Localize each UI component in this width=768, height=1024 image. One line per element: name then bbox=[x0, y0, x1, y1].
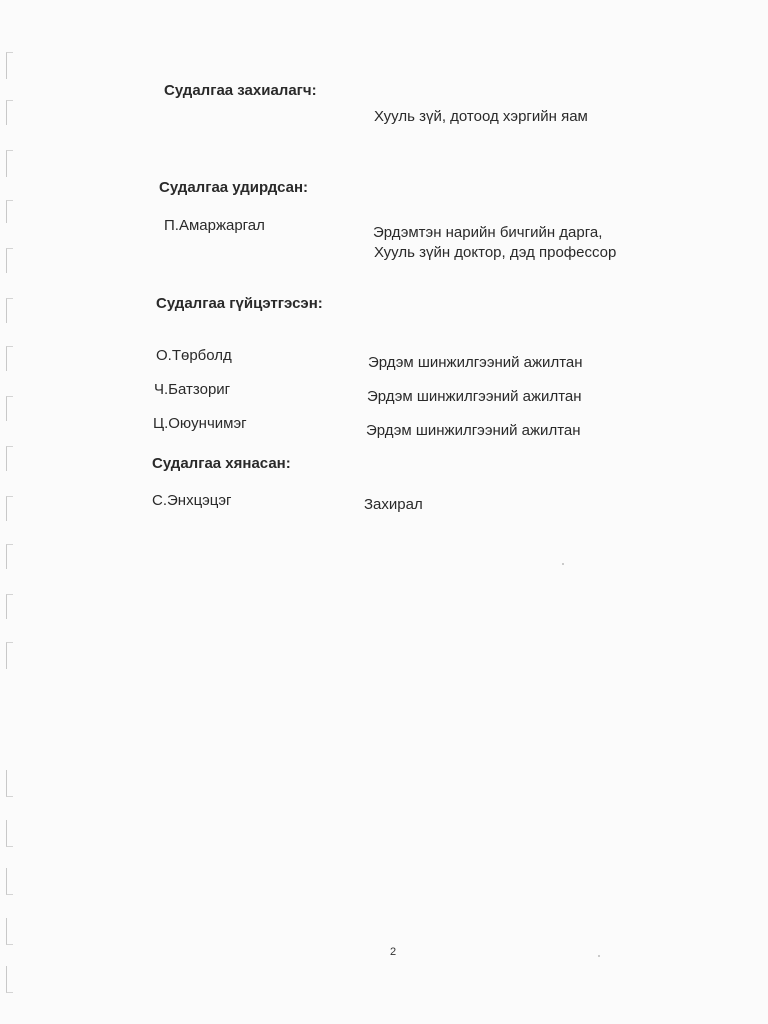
scan-binder-mark bbox=[6, 966, 13, 993]
supervisor-title-line2: Хууль зүйн доктор, дэд профессор bbox=[374, 244, 617, 261]
scan-binder-mark bbox=[6, 150, 13, 177]
scan-binder-mark bbox=[6, 248, 13, 273]
performer-name: О.Төрболд bbox=[156, 347, 232, 364]
supervisor-title-line1: Эрдэмтэн нарийн бичгийн дарга, bbox=[373, 224, 603, 241]
scan-binder-mark bbox=[6, 868, 13, 895]
performer-role: Эрдэм шинжилгээний ажилтан bbox=[367, 388, 582, 405]
client-heading: Судалгаа захиалагч: bbox=[164, 82, 317, 99]
scan-binder-mark bbox=[6, 770, 13, 797]
scan-binder-mark bbox=[6, 346, 13, 371]
scan-binder-mark bbox=[6, 396, 13, 421]
scan-binder-mark bbox=[6, 298, 13, 323]
scan-binder-mark bbox=[6, 52, 13, 79]
scan-binder-mark bbox=[6, 594, 13, 619]
reviewed-heading: Судалгаа хянасан: bbox=[152, 455, 291, 472]
scan-binder-mark bbox=[6, 544, 13, 569]
performer-role: Эрдэм шинжилгээний ажилтан bbox=[368, 354, 583, 371]
scan-speck bbox=[562, 563, 564, 565]
performer-name: Ц.Оюунчимэг bbox=[153, 415, 247, 432]
client-value: Хууль зүй, дотоод хэргийн яам bbox=[374, 108, 588, 125]
scan-binder-mark bbox=[6, 642, 13, 669]
performed-heading: Судалгаа гүйцэтгэсэн: bbox=[156, 295, 323, 312]
scan-binder-mark bbox=[6, 918, 13, 945]
performer-role: Эрдэм шинжилгээний ажилтан bbox=[366, 422, 581, 439]
reviewer-name: С.Энхцэцэг bbox=[152, 492, 232, 509]
scan-binder-mark bbox=[6, 496, 13, 521]
supervised-heading: Судалгаа удирдсан: bbox=[159, 179, 309, 196]
scan-binder-mark bbox=[6, 100, 13, 125]
scan-binder-mark bbox=[6, 820, 13, 847]
scan-binder-mark bbox=[6, 200, 13, 223]
supervisor-name: П.Амаржаргал bbox=[164, 217, 265, 234]
scan-speck bbox=[598, 955, 600, 957]
scan-binder-mark bbox=[6, 446, 13, 471]
reviewer-role: Захирал bbox=[364, 496, 423, 513]
performer-name: Ч.Батзориг bbox=[154, 381, 231, 398]
page-number: 2 bbox=[390, 946, 397, 958]
